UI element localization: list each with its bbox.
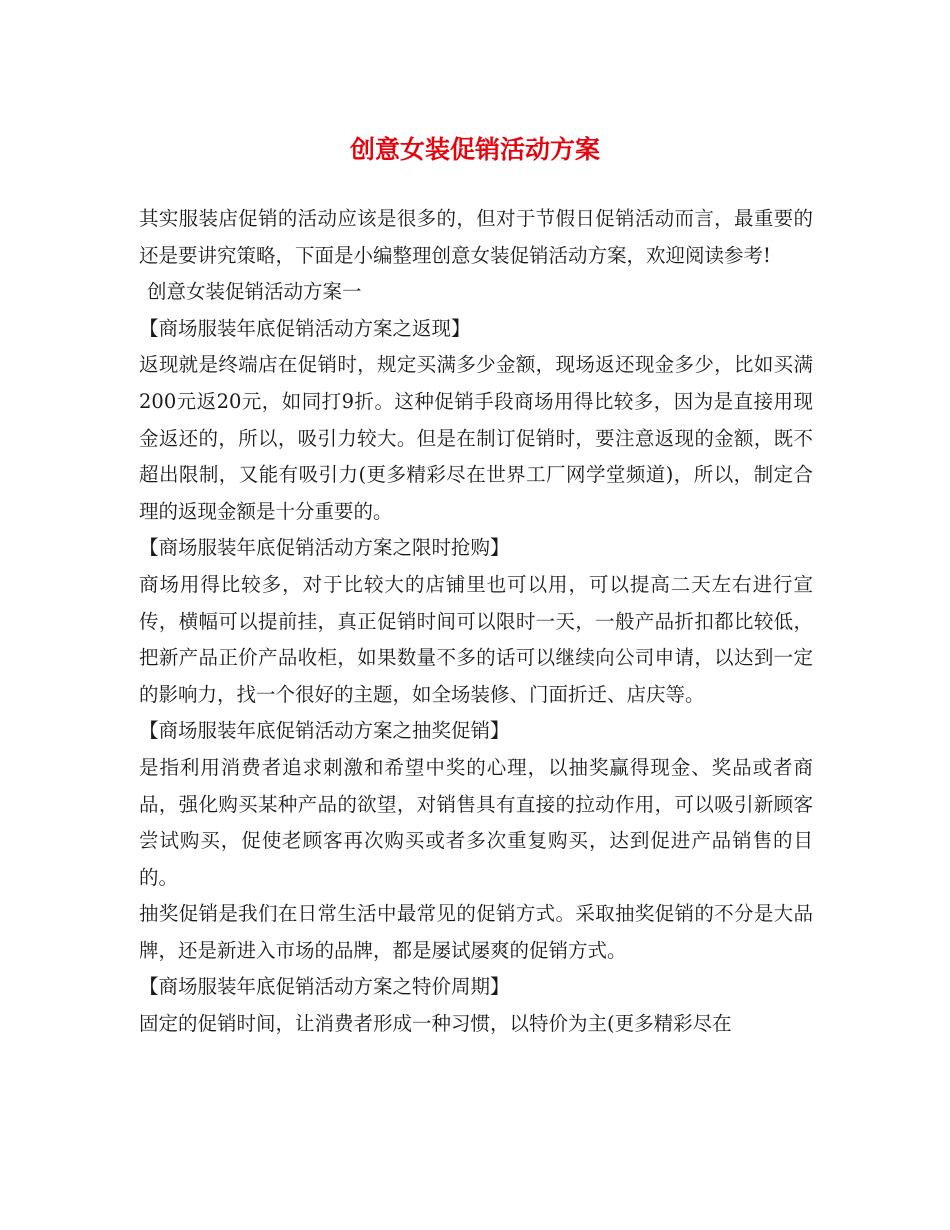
paragraph-lottery-2: 抽奖促销是我们在日常生活中最常见的促销方式。采取抽奖促销的不分是大品牌，还是新进入市场的品牌，都是屡试屡爽的促销方式。 [139,902,813,962]
document-body [139,201,813,1043]
section-heading-lottery: 【商场服装年底促销活动方案之抽奖促销】 [139,719,510,743]
section-heading-flash-sale: 【商场服装年底促销活动方案之限时抢购】 [139,536,510,560]
document-title: 创意女装促销活动方案 [349,135,600,164]
paragraph-flash-sale: 商场用得比较多，对于比较大的店铺里也可以用，可以提高二天左右进行宣传，横幅可以提前挂，真正促销时间可以限时一天，一般产品折扣都比较低，把新产品正价产品收柜，如果数量不多的话可以继续向公司申请，以达到一定的影响力，找一个很好的主题，如全场装修、门面折迁、店庆等。 [139,572,813,706]
section-heading-cashback: 【商场服装年底促销活动方案之返现】 [139,316,471,340]
intro-paragraph: 其实服装店促销的活动应该是很多的，但对于节假日促销活动而言，最重要的还是要讲究策略，下面是小编整理创意女装促销活动方案，欢迎阅读参考! [139,207,813,267]
plan-subheading: 创意女装促销活动方案一 [147,280,362,304]
section-heading-special-price: 【商场服装年底促销活动方案之特价周期】 [139,975,510,999]
paragraph-cashback: 返现就是终端店在促销时，规定买满多少金额，现场返还现金多少，比如买满200元返20元，如同打9折。这种促销手段商场用得比较多，因为是直接用现金返还的，所以，吸引力较大。但是在制订促销时，要注意返现的金额，既不超出限制，又能有吸引力(更多精彩尽在世界工厂网学堂频道)，所以，制定合理的返现金额是十分重要的。 [139,353,813,523]
paragraph-lottery-1: 是指利用消费者追求刺激和希望中奖的心理，以抽奖赢得现金、奖品或者商品，强化购买某种产品的欲望，对销售具有直接的拉动作用，可以吸引新顾客尝试购买，促使老顾客再次购买或者多次重复购买，达到促进产品销售的目的。 [139,755,813,889]
paragraph-special-price: 固定的促销时间，让消费者形成一种习惯，以特价为主(更多精彩尽在 [139,1012,732,1036]
